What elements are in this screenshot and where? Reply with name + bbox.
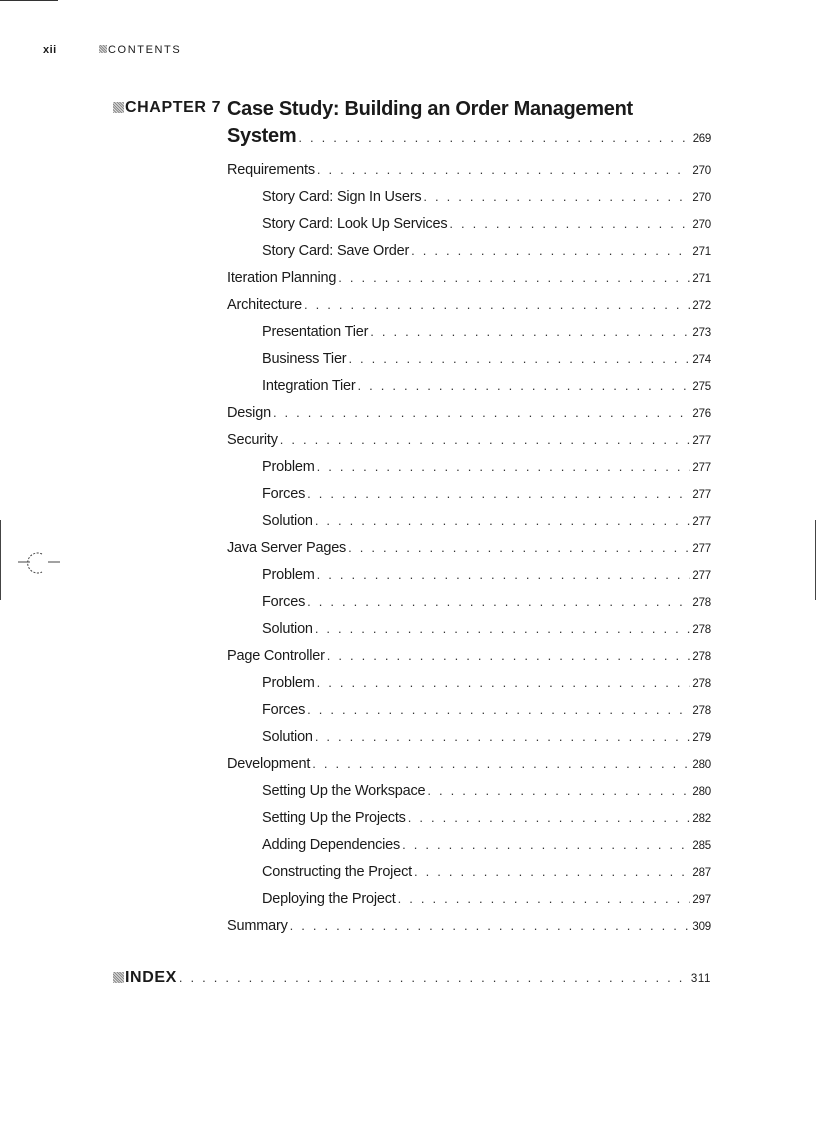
toc-entry-title: Presentation Tier	[262, 324, 369, 340]
chapter-title-line2-text: System	[227, 125, 297, 147]
toc-entry-page: 274	[692, 354, 711, 366]
dot-leader	[408, 810, 691, 825]
dot-leader	[411, 243, 690, 258]
toc-entry-title: Solution	[262, 729, 313, 745]
toc-entry-title: Development	[227, 756, 311, 772]
toc-entry-page: 275	[692, 381, 711, 393]
toc-entry-title: Problem	[262, 675, 315, 691]
toc-entry[interactable]	[227, 513, 711, 540]
toc-entry-page: 273	[692, 327, 711, 339]
index-entry[interactable]	[113, 969, 711, 987]
top-rule	[0, 0, 58, 1]
dot-leader	[338, 270, 690, 285]
toc-entry-page: 271	[692, 273, 711, 285]
toc-entry-title: Forces	[262, 486, 306, 502]
toc-entry-page: 270	[692, 219, 711, 231]
toc-entry-page: 280	[692, 759, 711, 771]
toc-entry[interactable]	[227, 621, 711, 648]
toc-entry-title: Solution	[262, 513, 313, 529]
dot-leader	[327, 648, 691, 663]
toc-entry-page: 276	[692, 408, 711, 420]
toc-entry-page: 271	[692, 246, 711, 258]
toc-entry-title: Requirements	[227, 162, 315, 178]
dot-leader	[358, 378, 691, 393]
hatch-icon	[113, 102, 124, 113]
toc-entry[interactable]	[227, 459, 711, 486]
toc-entry-page: 277	[692, 516, 711, 528]
chapter-title-line2[interactable]	[227, 123, 711, 153]
dot-leader	[317, 162, 691, 177]
toc-entry[interactable]	[227, 486, 711, 513]
toc-entry-page: 280	[692, 786, 711, 798]
toc-entry-title: Adding Dependencies	[262, 837, 401, 853]
toc-entry-page: 278	[692, 624, 711, 636]
toc-entry-title: Java Server Pages	[227, 540, 347, 556]
toc-entry-title: Summary	[227, 918, 288, 934]
toc-entry[interactable]	[227, 297, 711, 324]
dot-leader	[315, 513, 691, 528]
header-section: CONTENTS	[108, 44, 182, 56]
chapter-page: 269	[692, 133, 711, 145]
toc-entry-page: 282	[692, 813, 711, 825]
toc-entry-page: 278	[692, 678, 711, 690]
dot-leader	[317, 567, 691, 582]
dot-leader	[370, 324, 690, 339]
dot-leader	[290, 918, 691, 933]
toc-entry-page: 279	[692, 732, 711, 744]
toc-entry[interactable]	[227, 702, 711, 729]
index-page: 311	[690, 973, 711, 985]
dot-leader	[423, 189, 690, 204]
header-page-number: xii	[43, 44, 57, 56]
toc-entry-title: Security	[227, 432, 278, 448]
toc-entry[interactable]	[227, 567, 711, 594]
toc-entry-title: Solution	[262, 621, 313, 637]
toc-entry-title: Page Controller	[227, 648, 325, 664]
dot-leader	[304, 297, 690, 312]
toc-entry[interactable]	[227, 891, 711, 918]
index-label-text: INDEX	[125, 969, 177, 986]
hatch-icon	[99, 45, 107, 53]
toc-entry[interactable]	[227, 648, 711, 675]
toc-entry-title: Design	[227, 405, 271, 421]
dot-leader	[307, 702, 690, 717]
toc-entry-title: Setting Up the Workspace	[262, 783, 426, 799]
toc-entry-page: 297	[692, 894, 711, 906]
dot-leader	[317, 675, 691, 690]
chapter-label-text: CHAPTER 7	[125, 99, 222, 116]
toc-entry-title: Iteration Planning	[227, 270, 337, 286]
toc-entry-page: 277	[692, 570, 711, 582]
dot-leader	[348, 540, 690, 555]
toc-entry-title: Constructing the Project	[262, 864, 412, 880]
toc-entry-page: 278	[692, 597, 711, 609]
toc-entry[interactable]	[227, 810, 711, 837]
toc-entry[interactable]	[227, 216, 711, 243]
dot-leader	[312, 756, 690, 771]
toc-entry-title: Story Card: Sign In Users	[262, 189, 422, 205]
toc-entry-title: Problem	[262, 459, 315, 475]
toc-entry-page: 285	[692, 840, 711, 852]
chapter-title	[227, 96, 711, 153]
chapter-title-line1: Case Study: Building an Order Management	[227, 98, 633, 120]
toc-entry-page: 277	[692, 462, 711, 474]
crop-mark-line	[0, 520, 1, 600]
hatch-icon	[113, 972, 124, 983]
dot-leader	[307, 594, 690, 609]
chapter-label	[113, 99, 221, 117]
dot-leader	[298, 124, 690, 151]
toc-entry-title: Deploying the Project	[262, 891, 396, 907]
dot-leader	[414, 864, 690, 879]
toc-entry[interactable]	[227, 378, 711, 405]
toc-entry-page: 277	[692, 543, 711, 555]
toc-entry[interactable]	[227, 540, 711, 567]
toc-entry[interactable]	[227, 243, 711, 270]
toc-entry-title: Forces	[262, 702, 306, 718]
index-label	[113, 969, 177, 987]
toc-entry-title: Story Card: Look Up Services	[262, 216, 448, 232]
toc-entry[interactable]	[227, 756, 711, 783]
dot-leader	[398, 891, 691, 906]
toc-entry-page: 270	[692, 192, 711, 204]
toc-entry[interactable]	[227, 189, 711, 216]
toc-entry-title: Story Card: Save Order	[262, 243, 410, 259]
toc-entry-page: 287	[692, 867, 711, 879]
toc-entry[interactable]	[227, 270, 711, 297]
toc-entry[interactable]	[227, 324, 711, 351]
toc-entry[interactable]	[227, 837, 711, 864]
toc-entry[interactable]	[227, 405, 711, 432]
running-header	[43, 44, 181, 56]
toc-entry[interactable]	[227, 783, 711, 810]
toc-entry-title: Business Tier	[262, 351, 347, 367]
toc-entry[interactable]	[227, 351, 711, 378]
toc-entry[interactable]	[227, 432, 711, 459]
toc-entry-page: 278	[692, 651, 711, 663]
dot-leader	[427, 783, 690, 798]
dot-leader	[307, 486, 690, 501]
toc-list	[227, 162, 711, 945]
toc-entry-page: 277	[692, 489, 711, 501]
toc-entry[interactable]	[227, 729, 711, 756]
toc-entry[interactable]	[227, 675, 711, 702]
toc-entry-page: 309	[692, 921, 711, 933]
toc-entry-title: Setting Up the Projects	[262, 810, 406, 826]
registration-mark-icon	[18, 548, 62, 578]
toc-entry[interactable]	[227, 864, 711, 891]
toc-entry-page: 270	[692, 165, 711, 177]
toc-entry[interactable]	[227, 918, 711, 945]
dot-leader	[317, 459, 691, 474]
dot-leader	[315, 729, 691, 744]
toc-entry[interactable]	[227, 594, 711, 621]
dot-leader	[273, 405, 690, 420]
toc-entry-title: Architecture	[227, 297, 302, 313]
dot-leader	[348, 351, 690, 366]
dot-leader	[179, 970, 689, 985]
toc-entry-page: 272	[692, 300, 711, 312]
dot-leader	[402, 837, 690, 852]
toc-entry-title: Problem	[262, 567, 315, 583]
toc-entry-page: 278	[692, 705, 711, 717]
dot-leader	[449, 216, 690, 231]
toc-entry-page: 277	[692, 435, 711, 447]
toc-entry[interactable]	[227, 162, 711, 189]
toc-entry-title: Integration Tier	[262, 378, 356, 394]
dot-leader	[315, 621, 691, 636]
dot-leader	[280, 432, 691, 447]
toc-entry-title: Forces	[262, 594, 306, 610]
